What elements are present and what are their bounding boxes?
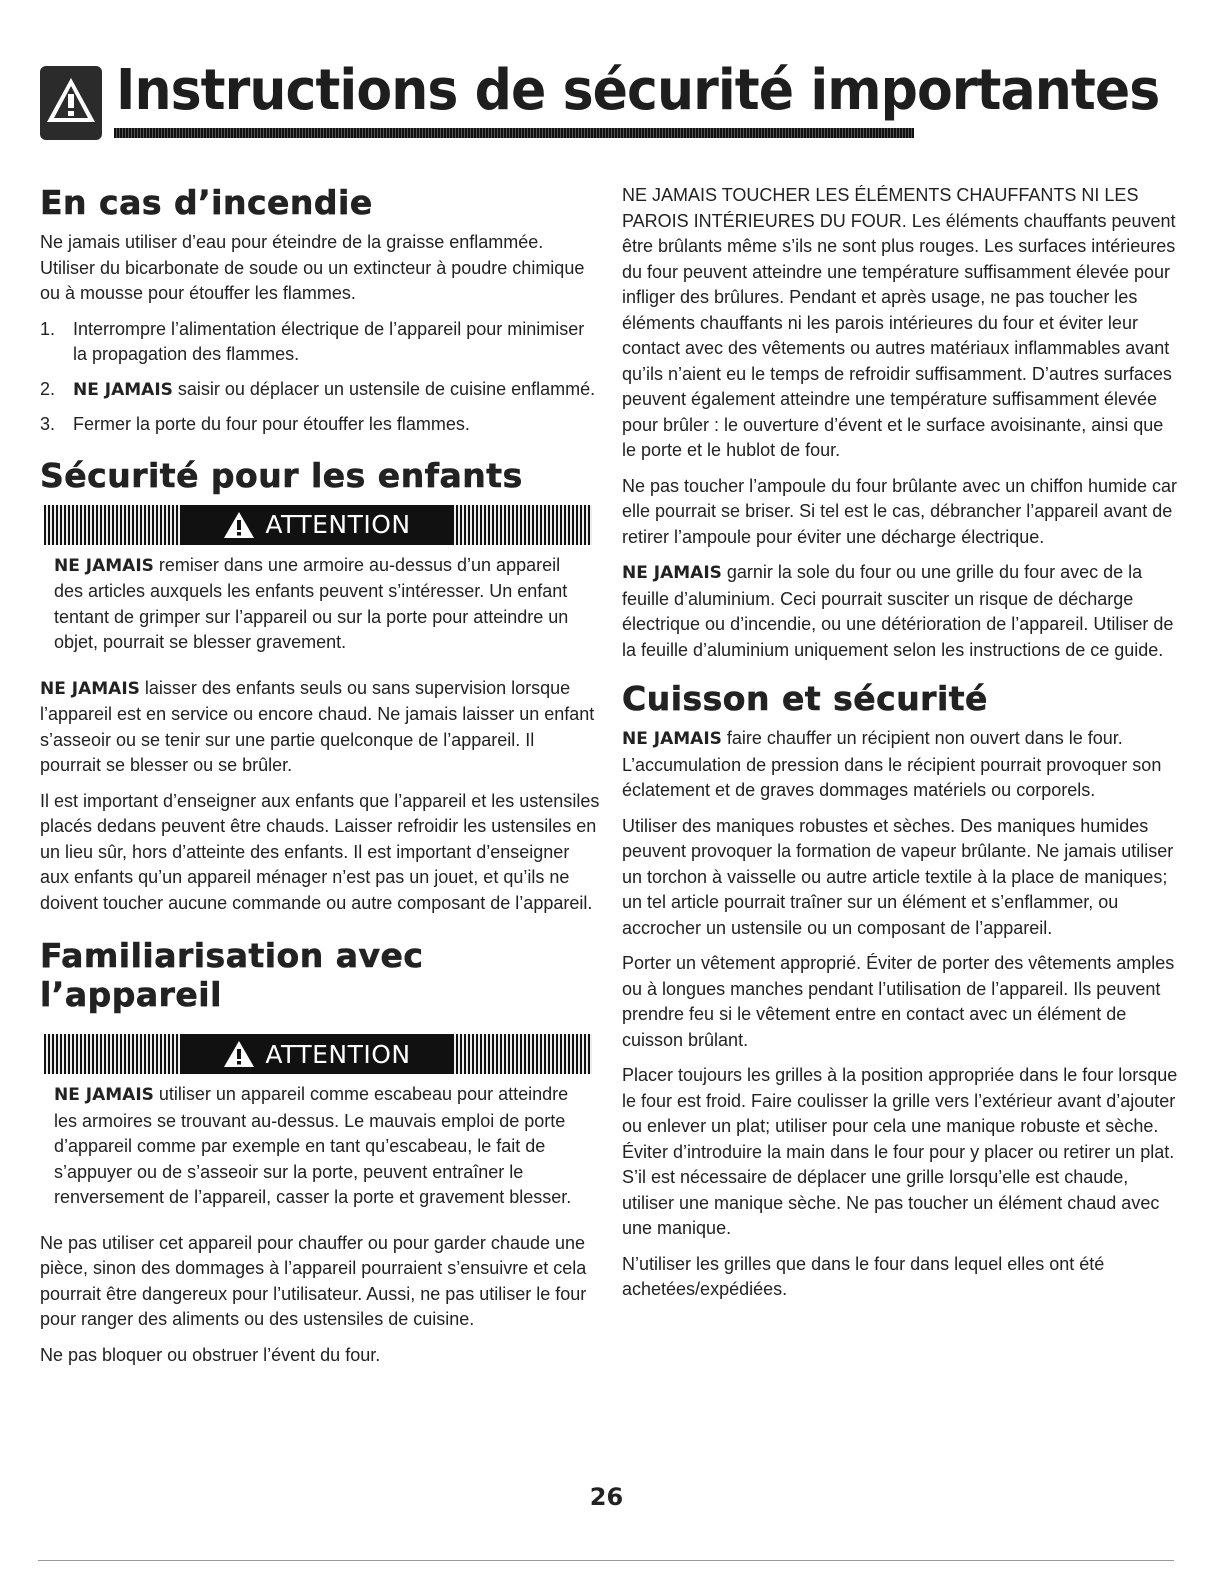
cooking-paragraph-4: Placer toujours les grilles à la position appropriée dans le four lorsque le four est froid. Faire coulisser la grille vers l’extérieur avant d’ajouter ou enlever un plat; utiliser pour cela une manique robuste et sèche. Éviter d’introduire la main dans le four pour y placer ou retirer un plat. S’il est nécessaire de déplacer une grille lorsqu’elle est chaude, utiliser une manique sèche. Ne pas toucher un élément chaud avec une manique. <box>622 1065 1178 1238</box>
fire-intro: Ne jamais utiliser d’eau pour éteindre de la graisse enflammée. Utiliser du bicarbonate de soude ou un extincteur à poudre chimique ou à mousse pour étouffer les flammes. <box>40 232 585 303</box>
page-title: Instructions de sécurité importantes <box>116 58 1160 123</box>
section-heading-familiarisation: Familiarisation avec l’appareil <box>40 936 424 1014</box>
children-paragraph-2: Il est important d’enseigner aux enfants que l’appareil et les ustensiles placés dedans peuvent être chauds. Laisser refroidir les ustensiles en un lieu sûr, hors d’atteinte des enfants. Il est important d’enseigner aux enfants qu’un appareil ménager n’est pas un jouet, et qu’ils ne doivent toucher aucune commande ou autre composant de l’appareil. <box>40 790 600 913</box>
attention-text <box>54 1082 584 1211</box>
paragraph-text: laisser des enfants seuls ou sans supervision lorsque l’appareil est en service ou encore chaud. Ne jamais laisser un enfant s’asseoir ou se tenir sur une partie quelconque de l’appareil. Il pourrait se blesser ou se brûler. <box>40 677 595 775</box>
title-rule <box>114 128 914 138</box>
list-text: Interrompre l’alimentation électrique de l’appareil pour minimiser la propagation des flammes. <box>73 318 585 364</box>
cooking-paragraph-2: Utiliser des maniques robustes et sèches. Des maniques humides peuvent provoquer la formation de vapeur brûlante. Ne jamais utiliser un torchon à vaisselle ou autre article textile à la place de maniques; un tel article pourrait traîner sur un élément et s’enflammer, ou accrocher un ustensile ou un composant de l’appareil. <box>622 815 1174 938</box>
fire-steps-list <box>40 317 600 438</box>
familiar-paragraph-1: Ne pas utiliser cet appareil pour chauffer ou pour garder chaude une pièce, sinon des dommages à l’appareil pourraient s’ensuivre et cela pourrait être dangereux pour l’utilisateur. Aussi, ne pas utiliser le four pour ranger des aliments ou des ustensiles de cuisine. <box>40 1232 587 1329</box>
page-header <box>40 56 1160 146</box>
familiar-paragraph-2: Ne pas bloquer ou obstruer l’évent du four. <box>40 1344 381 1365</box>
right-paragraph-2: Ne pas toucher l’ampoule du four brûlante avec un chiffon humide car elle pourrait se briser. Si tel est le cas, débrancher l’appareil avant de retirer l’ampoule pour éviter une décharge électrique. <box>622 475 1178 547</box>
attention-banner <box>44 505 592 545</box>
emphasis-text: NE JAMAIS <box>54 555 154 576</box>
warning-triangle-icon <box>223 1040 255 1068</box>
warning-triangle-icon <box>223 511 255 539</box>
emphasis-text: NE JAMAIS <box>54 1085 154 1105</box>
list-item <box>40 317 600 368</box>
attention-body: utiliser un appareil comme escabeau pour atteindre les armoires se trouvant au-dessus. Le mauvais emploi de porte d’appareil comme par exemple en tant qu’escabeau, le fait de s’appuyer ou de s’asseoir sur la porte, peuvent entraîner le renversement de l’appareil, casser la porte et gravement blesser. <box>54 1084 572 1207</box>
cooking-paragraph-1 <box>622 726 1182 804</box>
attention-body: remiser dans une armoire au-dessus d’un appareil des articles auxquels les enfants peuvent s’intéresser. Un enfant tentant de grimper sur l’appareil ou sur la porte pour atteindre un objet, pourrait se blesser gravement. <box>54 554 569 652</box>
paragraph-text: faire chauffer un récipient non ouvert dans le four. L’accumulation de pression dans le récipient pourrait provoquer son éclatement et de graves dommages matériels ou corporels. <box>622 728 1162 800</box>
right-paragraph-1: NE JAMAIS TOUCHER LES ÉLÉMENTS CHAUFFANTS NI LES PAROIS INTÉRIEURES DU FOUR. Les éléments chauffants peuvent être brûlants même s’ils ne sont plus rouges. Les surfaces intérieures du four peuvent atteindre une température suffisamment élevée pour infliger des brûlures. Pendant et après usage, ne pas toucher les éléments chauffants ni les parois intérieures du four et éviter leur contact avec des vêtements ou autres matériaux inflammables avant qu’ils n’aient eu le temps de refroidir suffisamment. D’autres surfaces peuvent également atteindre une température suffisamment élevée pour brûler : le ouverture d’évent et le surface avoisinante, ainsi que le porte et le hublot de four. <box>622 185 1176 460</box>
left-column <box>40 183 600 1378</box>
attention-label: ATTENTION <box>265 510 411 539</box>
attention-box <box>40 1034 600 1211</box>
list-text: Fermer la porte du four pour étouffer les flammes. <box>73 414 470 434</box>
cooking-paragraph-5: N’utiliser les grilles que dans le four dans lequel elles ont été achetées/expédiées. <box>622 1253 1105 1299</box>
attention-banner <box>44 1034 592 1074</box>
children-paragraph-1 <box>40 676 600 779</box>
cooking-paragraph-3: Porter un vêtement approprié. Éviter de porter des vêtements amples ou à longues manches pendant l’utilisation de l’appareil. Ils peuvent prendre feu si le vêtement entre en contact avec un élément de cuisson brûlant. <box>622 953 1175 1050</box>
list-text: saisir ou déplacer un ustensile de cuisine enflammé. <box>172 378 596 399</box>
list-item <box>40 412 600 438</box>
attention-box <box>40 505 600 656</box>
list-number: 3. <box>40 414 56 434</box>
emphasis-text: NE JAMAIS <box>40 678 140 699</box>
warning-icon <box>40 66 102 140</box>
emphasis-text: NE JAMAIS <box>73 379 173 400</box>
paragraph-text: garnir la sole du four ou une grille du four avec de la feuille d’aluminium. Ceci pourrait susciter un risque de décharge électrique ou d’incendie, ou une détérioration de l’appareil. Utiliser de la feuille d’aluminium uniquement selon les instructions de ce guide. <box>622 562 1174 660</box>
emphasis-text: NE JAMAIS <box>622 729 722 749</box>
right-column <box>622 183 1182 1313</box>
list-number: 1. <box>40 318 56 339</box>
section-heading-fire: En cas d’incendie <box>40 183 373 222</box>
emphasis-text: NE JAMAIS <box>622 563 722 583</box>
page-number: 26 <box>589 1483 624 1511</box>
list-item <box>40 377 600 404</box>
right-paragraph-3 <box>622 560 1182 663</box>
section-heading-cooking: Cuisson et sécurité <box>622 679 988 718</box>
footer-rule <box>38 1560 1174 1561</box>
attention-text <box>54 553 584 656</box>
attention-label: ATTENTION <box>265 1039 411 1069</box>
list-number: 2. <box>40 378 56 399</box>
section-heading-children: Sécurité pour les enfants <box>40 455 523 495</box>
